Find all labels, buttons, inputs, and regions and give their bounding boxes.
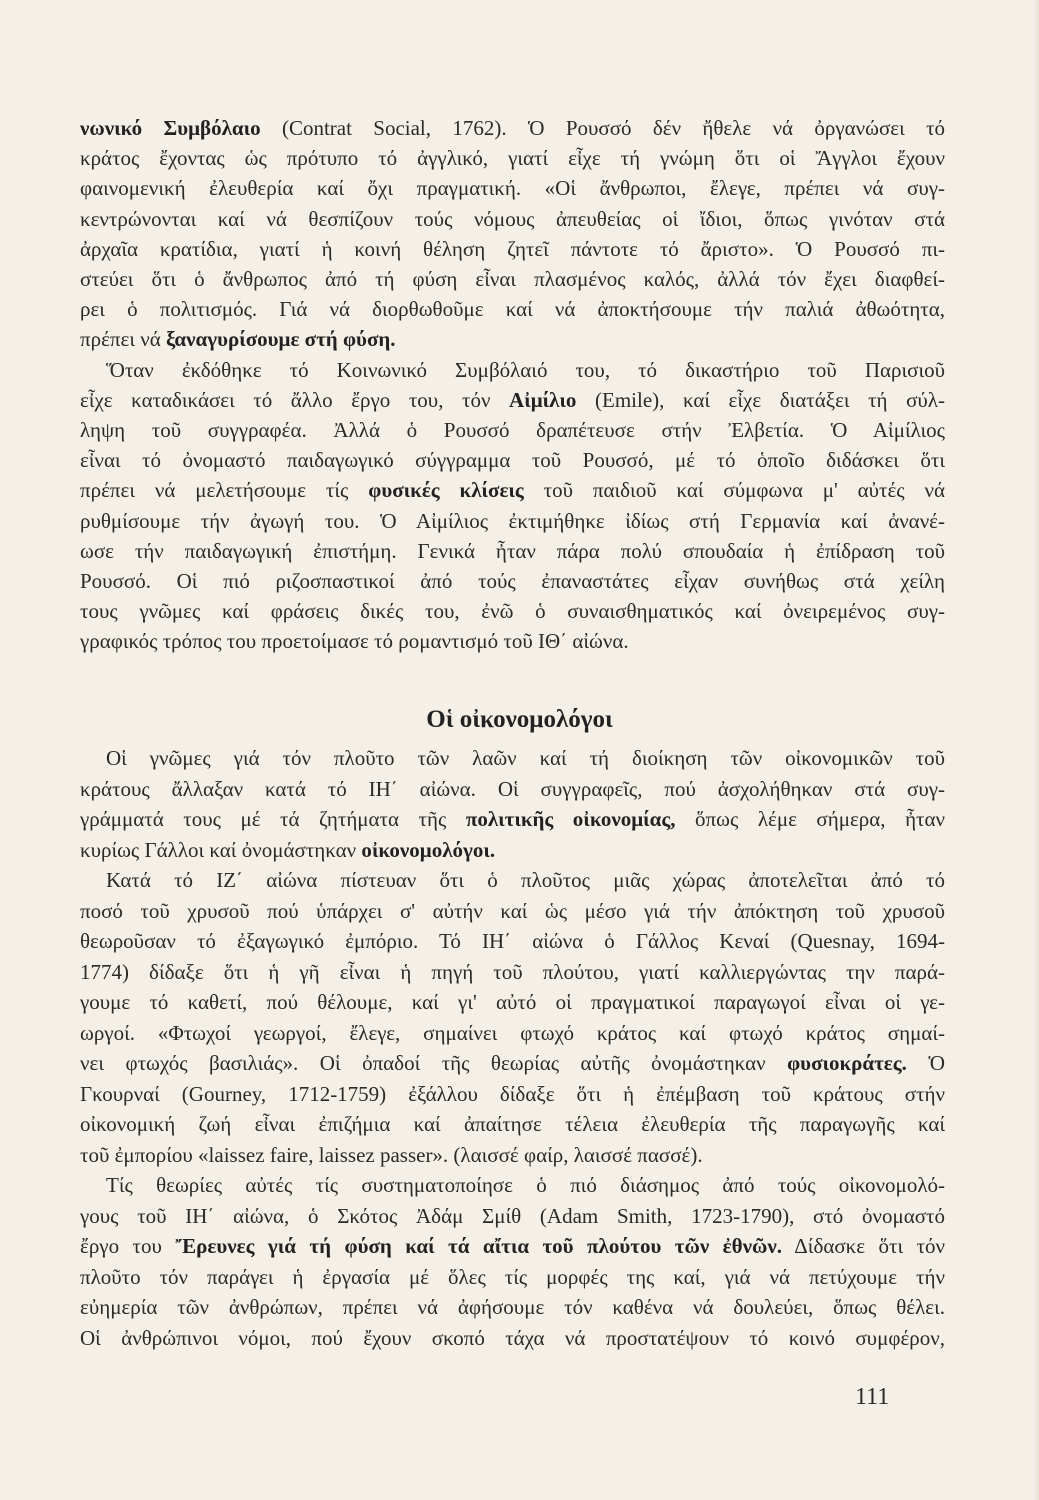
text-run: κράτος ἔχοντας ὡς πρότυπο τό ἀγγλικό, γιατί εἶχε τή γνώμη ὅτι οἱ Ἄγγλοι ἔχουν bbox=[80, 146, 945, 171]
text-run: Δίδασκε ὅτι τόν bbox=[781, 1234, 946, 1258]
text-run: Ὁ bbox=[906, 1051, 945, 1075]
text-run: γραφικός τρόπος του προετοίμασε τό ρομαντισμό τοῦ ΙΘ΄ αἰώνα. bbox=[80, 629, 629, 654]
text-run: πρέπει νά μελετήσουμε τίς bbox=[80, 478, 369, 503]
text-run: ρει ὁ πολιτισμός. Γιά νά διορθωθοῦμε καί νά ἀποκτήσουμε τήν παλιά ἀθωότητα, bbox=[80, 297, 945, 322]
text-run: κεντρώνονται καί νά θεσπίζουν τούς νόμους ἀπευθείας οἱ ἴδιοι, ὅπως γινόταν στά bbox=[80, 206, 945, 231]
bold-term: φυσικές κλίσεις bbox=[368, 478, 524, 503]
text-line bbox=[80, 566, 945, 596]
text-run: εἶχε καταδικάσει τό ἄλλο ἔργο του, τόν bbox=[80, 387, 510, 412]
text-line bbox=[80, 1231, 945, 1261]
text-line bbox=[80, 596, 945, 626]
text-run: Γκουρναί (Gourney, 1712-1759) ἐξάλλου δίδαξε ὅτι ἡ ἐπέμβαση τοῦ κράτους στήν bbox=[80, 1081, 945, 1106]
text-line bbox=[80, 324, 945, 354]
text-line bbox=[80, 774, 945, 804]
text-run: Ὅταν ἐκδόθηκε τό Κοινωνικό Συμβόλαιό του, τό δικαστήριο τοῦ Παρισιοῦ bbox=[106, 357, 945, 382]
text-run: ποσό τοῦ χρυσοῦ πού ὑπάρχει σ' αὐτήν καί ὡς μέσο γιά τήν ἀπόκτηση τοῦ χρυσοῦ bbox=[80, 898, 945, 923]
text-line bbox=[80, 835, 945, 865]
text-line bbox=[80, 865, 945, 895]
text-line bbox=[80, 173, 945, 203]
text-run: τοῦ ἐμπορίου «laissez faire, laissez passer». (λαισσέ φαίρ, λαισσέ πασσέ). bbox=[80, 1142, 703, 1167]
text-line bbox=[80, 234, 945, 264]
text-run: (Emile), καί εἶχε διατάξει τή σύλ- bbox=[576, 387, 945, 412]
text-line bbox=[80, 1170, 945, 1200]
text-line bbox=[80, 355, 945, 385]
text-line bbox=[80, 1048, 945, 1078]
text-line bbox=[80, 804, 945, 834]
text-line bbox=[80, 896, 945, 926]
text-run: κράτους ἄλλαξαν κατά τό ΙΗ΄ αἰώνα. Οἱ συγγραφεῖς, πού ἀσχολήθηκαν στά συγ- bbox=[80, 776, 945, 801]
text-line bbox=[80, 415, 945, 445]
bold-term: Αἰμίλιο bbox=[509, 387, 577, 412]
text-line bbox=[80, 1323, 945, 1353]
text-line bbox=[80, 743, 945, 773]
text-run: πρέπει νά bbox=[80, 327, 166, 352]
text-line bbox=[80, 626, 945, 656]
text-run: γράμματά τους μέ τά ζητήματα τῆς bbox=[80, 807, 466, 831]
text-run: θεωροῦσαν τό ἐξαγωγικό ἐμπόριο. Τό ΙΗ΄ αἰώνα ὁ Γάλλος Κεναί (Quesnay, 1694- bbox=[80, 929, 945, 953]
text-run: Τίς θεωρίες αὐτές τίς συστηματοποίησε ὁ πιό διάσημος ἀπό τούς οἰκονομολό- bbox=[106, 1173, 945, 1197]
text-run: ἔργο του bbox=[80, 1234, 176, 1258]
text-line bbox=[80, 113, 945, 143]
text-run: ἀρχαῖα κρατίδια, γιατί ἡ κοινή θέληση ζητεῖ πάντοτε τό ἄριστο». Ὁ Ρουσσό πι- bbox=[80, 236, 945, 261]
text-line bbox=[80, 475, 945, 505]
text-run: φαινομενική ἐλευθερία καί ὄχι πραγματική. «Οἱ ἄνθρωποι, ἔλεγε, πρέπει νά συγ- bbox=[80, 176, 945, 201]
text-run: ὅπως λέμε σήμερα, ἦταν bbox=[675, 807, 945, 831]
text-line bbox=[80, 204, 945, 234]
bold-term: ξαναγυρίσουμε στή φύση. bbox=[165, 327, 396, 352]
bold-term: πολιτικῆς οἰκονομίας, bbox=[465, 807, 676, 831]
text-run: εὐημερία τῶν ἀνθρώπων, πρέπει νά ἀφήσουμε τόν καθένα νά δουλεύει, ὅπως θέλει. bbox=[80, 1295, 945, 1319]
text-run: (Contrat Social, 1762). Ὁ Ρουσσό δέν ἤθελε νά ὀργανώσει τό bbox=[260, 116, 946, 140]
text-run: πλοῦτο τόν παράγει ἡ ἐργασία μέ ὅλες τίς μορφές της καί, γιά νά πετύχουμε τήν bbox=[80, 1264, 945, 1289]
text-line bbox=[80, 1140, 945, 1170]
text-line bbox=[80, 385, 945, 415]
bold-term: νωνικό Συμβόλαιο bbox=[80, 116, 261, 140]
text-run: Οἱ ἀνθρώπινοι νόμοι, πού ἔχουν σκοπό τάχα νά προστατέψουν τό κοινό συμφέρον, bbox=[80, 1325, 945, 1350]
text-run: Οἱ γνῶμες γιά τόν πλοῦτο τῶν λαῶν καί τή διοίκηση τῶν οἰκονομικῶν τοῦ bbox=[106, 746, 945, 770]
text-run: κυρίως Γάλλοι καί ὀνομάστηκαν bbox=[80, 837, 362, 862]
text-line bbox=[80, 926, 945, 956]
bold-term: φυσιοκράτες. bbox=[787, 1051, 907, 1075]
text-run: γουμε τό καθετί, πού θέλουμε, καί γι' αὐτό οἱ πραγματικοί παραγωγοί εἶναι οἱ γε- bbox=[80, 990, 945, 1014]
page-edge-shadow bbox=[1034, 0, 1039, 1500]
text-run: γους τοῦ ΙΗ΄ αἰώνα, ὁ Σκότος Ἀδάμ Σμίθ (Adam Smith, 1723-1790), στό ὀνομαστό bbox=[80, 1203, 945, 1228]
text-line bbox=[80, 1109, 945, 1139]
text-run: ωσε τήν παιδαγωγική ἐπιστήμη. Γενικά ἦταν πάρα πολύ σπουδαία ἡ ἐπίδραση τοῦ bbox=[80, 538, 945, 563]
text-run: νει φτωχός βασιλιάς». Οἱ ὀπαδοί τῆς θεωρίας αὐτῆς ὀνομάστηκαν bbox=[80, 1051, 788, 1075]
text-run: στεύει ὅτι ὁ ἄνθρωπος ἀπό τή φύση εἶναι πλασμένος καλός, ἀλλά τόν ἔχει διαφθεί- bbox=[80, 267, 945, 291]
text-run: οἰκονομική ζωή εἶναι ἐπιζήμια καί ἀπαίτησε τέλεια ἐλευθερία τῆς παραγωγῆς καί bbox=[80, 1112, 945, 1136]
text-line bbox=[80, 957, 945, 987]
text-line bbox=[80, 294, 945, 324]
text-run: εἶναι τό ὀνομαστό παιδαγωγικό σύγγραμμα τοῦ Ρουσσό, μέ τό ὁποῖο διδάσκει ὅτι bbox=[80, 448, 945, 473]
text-run: 1774) δίδαξε ὅτι ἡ γῆ εἶναι ἡ πηγή τοῦ πλούτου, γιατί καλλιεργώντας την παρά- bbox=[80, 959, 945, 984]
text-run: Ρουσσό. Οἱ πιό ριζοσπαστικοί ἀπό τούς ἐπαναστάτες εἶχαν συνήθως στά χείλη bbox=[80, 569, 945, 593]
text-line bbox=[80, 1201, 945, 1231]
text-line bbox=[80, 987, 945, 1017]
text-run: τοῦ παιδιοῦ καί σύμφωνα μ' αὐτές νά bbox=[523, 478, 946, 503]
text-line bbox=[80, 1262, 945, 1292]
text-line bbox=[80, 445, 945, 475]
text-line bbox=[80, 264, 945, 294]
text-line bbox=[80, 1079, 945, 1109]
bold-term: οἰκονομολόγοι. bbox=[361, 837, 496, 862]
text-run: Κατά τό ΙΖ΄ αἰώνα πίστευαν ὅτι ὁ πλοῦτος μιᾶς χώρας ἀποτελεῖται ἀπό τό bbox=[106, 868, 945, 892]
section-heading: Οἱ οἰκονομολόγοι bbox=[426, 706, 613, 733]
text-line bbox=[80, 143, 945, 173]
text-run: ωργοί. «Φτωχοί γεωργοί, ἔλεγε, σημαίνει φτωχό κράτος καί φτωχό κράτος σημαί- bbox=[80, 1020, 945, 1045]
page-number: 111 bbox=[855, 1384, 890, 1410]
text-run: ρυθμίσουμε τήν ἀγωγή του. Ὁ Αἰμίλιος ἐκτιμήθηκε ἰδίως στή Γερμανία καί ἀνανέ- bbox=[80, 508, 945, 533]
text-run: ληψη τοῦ συγγραφέα. Ἀλλά ὁ Ρουσσό δραπέτευσε στήν Ἐλβετία. Ὁ Αἰμίλιος bbox=[80, 418, 945, 442]
text-run: τους γνῶμες καί φράσεις δικές του, ἐνῶ ὁ συναισθηματικός καί ὀνειρεμένος συγ- bbox=[80, 599, 945, 624]
text-line bbox=[80, 1018, 945, 1048]
bold-term: Ἔρευνες γιά τή φύση καί τά αἴτια τοῦ πλούτου τῶν ἐθνῶν. bbox=[175, 1234, 782, 1258]
text-line bbox=[80, 536, 945, 566]
text-line bbox=[80, 1292, 945, 1322]
text-line bbox=[80, 506, 945, 536]
